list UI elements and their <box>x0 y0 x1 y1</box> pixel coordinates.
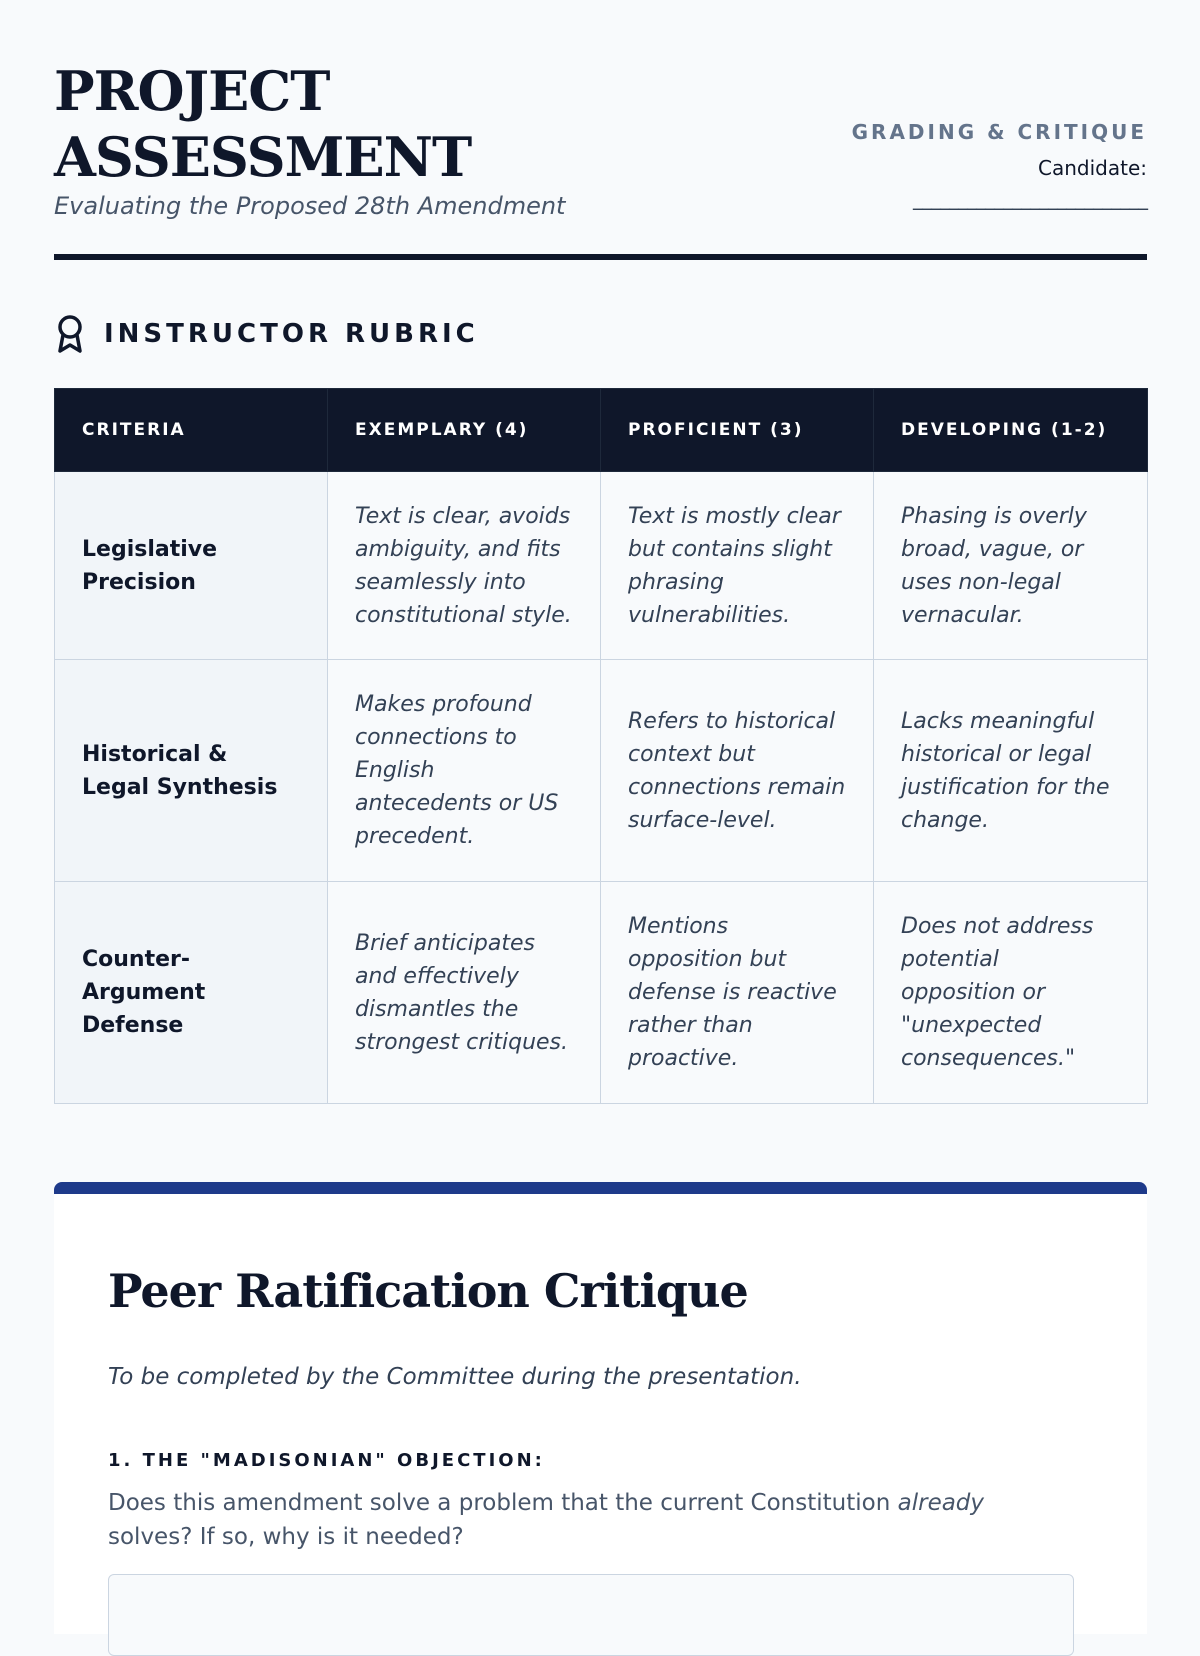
award-ribbon-icon <box>54 314 86 354</box>
header-meta <box>852 120 1147 210</box>
criteria-cell: Legislative Precision <box>55 472 328 660</box>
proficient-cell: Text is mostly clear but contains slight phrasing vulnerabilities. <box>601 472 874 660</box>
developing-cell: Does not address potential opposition or "unexpected consequences." <box>874 882 1148 1104</box>
developing-cell: Phasing is overly broad, vague, or uses non-legal vernacular. <box>874 472 1148 660</box>
rubric-heading <box>54 314 479 354</box>
table-row <box>55 882 1148 1104</box>
title-line-2: ASSESSMENT <box>54 125 472 189</box>
proficient-cell: Refers to historical context but connections remain surface-level. <box>601 660 874 882</box>
question-1-text <box>108 1486 1068 1554</box>
question-1-label: 1. THE "MADISONIAN" OBJECTION: <box>108 1450 545 1471</box>
question-1-emphasis: already <box>897 1490 985 1516</box>
title-line-1: PROJECT <box>54 59 330 123</box>
rubric-header-row <box>55 389 1148 472</box>
question-1-answer-field[interactable] <box>108 1574 1074 1656</box>
table-row <box>55 472 1148 660</box>
rubric-title: INSTRUCTOR RUBRIC <box>104 319 479 349</box>
column-header-criteria: CRITERIA <box>55 389 328 472</box>
critique-title: Peer Ratification Critique <box>108 1264 748 1318</box>
critique-instructions: To be completed by the Committee during the presentation. <box>108 1364 802 1390</box>
exemplary-cell: Brief anticipates and effectively dismantles the strongest critiques. <box>328 882 601 1104</box>
column-header-proficient: PROFICIENT (3) <box>601 389 874 472</box>
rubric-table <box>54 388 1148 1104</box>
criteria-cell: Counter-Argument Defense <box>55 882 328 1104</box>
criteria-cell: Historical & Legal Synthesis <box>55 660 328 882</box>
exemplary-cell: Text is clear, avoids ambiguity, and fits seamlessly into constitutional style. <box>328 472 601 660</box>
developing-cell: Lacks meaningful historical or legal justification for the change. <box>874 660 1148 882</box>
table-row <box>55 660 1148 882</box>
question-1-text-end: solves? If so, why is it needed? <box>108 1524 464 1550</box>
candidate-name-field[interactable]: __________________________ <box>913 186 1147 210</box>
page-subtitle: Evaluating the Proposed 28th Amendment <box>54 192 566 220</box>
candidate-label: Candidate: <box>1038 156 1147 180</box>
exemplary-cell: Makes profound connections to English antecedents or US precedent. <box>328 660 601 882</box>
column-header-developing: DEVELOPING (1-2) <box>874 389 1148 472</box>
column-header-exemplary: EXEMPLARY (4) <box>328 389 601 472</box>
document-header <box>54 58 1147 260</box>
grading-kicker: GRADING & CRITIQUE <box>851 120 1147 144</box>
critique-card <box>54 1182 1147 1634</box>
question-1-text-start: Does this amendment solve a problem that the current Constitution <box>108 1490 898 1516</box>
proficient-cell: Mentions opposition but defense is reactive rather than proactive. <box>601 882 874 1104</box>
